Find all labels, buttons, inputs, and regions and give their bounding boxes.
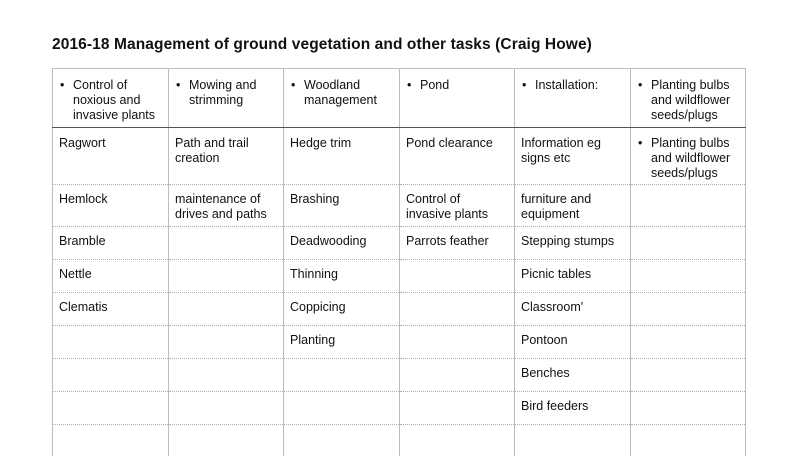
table-row [53,425,746,456]
table-row [53,326,746,359]
table-cell [169,260,284,293]
table-row [53,359,746,392]
table-cell: • Planting bulbs and wildflower seeds/plugs [631,128,746,185]
table-cell: Hedge trim [284,128,400,185]
table-cell [53,359,169,392]
table-row [53,260,746,293]
table-cell [631,326,746,359]
table-cell [53,392,169,425]
table-cell [631,425,746,456]
table-cell [631,185,746,227]
table-header-row [53,69,746,128]
page-title: 2016-18 Management of ground vegetation and other tasks (Craig Howe) [52,36,592,53]
table-cell: Parrots feather [400,227,515,260]
table-cell: Clematis [53,293,169,326]
column-header: • Installation: [515,69,631,128]
table-cell [284,392,400,425]
table-cell: maintenance of drives and paths [169,185,284,227]
table-cell [515,425,631,456]
table-cell: Classroom' [515,293,631,326]
column-header: • Woodland management [284,69,400,128]
table-cell: Pontoon [515,326,631,359]
table-cell: Nettle [53,260,169,293]
table-cell: Brashing [284,185,400,227]
table-cell [631,260,746,293]
table-row [53,185,746,227]
table-cell: Hemlock [53,185,169,227]
tasks-table [52,68,746,456]
column-header: • Control of noxious and invasive plants [53,69,169,128]
table-cell: Coppicing [284,293,400,326]
table-cell: Control of invasive plants [400,185,515,227]
table-cell [53,425,169,456]
table-cell [169,425,284,456]
table-cell [400,392,515,425]
table-cell: Bird feeders [515,392,631,425]
table-cell: furniture and equipment [515,185,631,227]
table-cell: Picnic tables [515,260,631,293]
table-cell [631,359,746,392]
table-cell [169,359,284,392]
table-row [53,293,746,326]
table-cell: Pond clearance [400,128,515,185]
table-cell [53,326,169,359]
table-cell: Information eg signs etc [515,128,631,185]
table-cell: Deadwooding [284,227,400,260]
table-cell [631,392,746,425]
table-cell [631,227,746,260]
column-header: • Pond [400,69,515,128]
table-cell [400,260,515,293]
table-cell: Planting [284,326,400,359]
table-cell [400,293,515,326]
table-row [53,128,746,185]
table-cell: Stepping stumps [515,227,631,260]
table-cell [400,425,515,456]
table-row [53,227,746,260]
table-cell [284,359,400,392]
table-cell: Thinning [284,260,400,293]
table-cell [169,326,284,359]
table-cell [169,392,284,425]
table-cell [631,293,746,326]
table-cell: Benches [515,359,631,392]
table-cell [169,227,284,260]
table-cell: Bramble [53,227,169,260]
table-cell [400,359,515,392]
table-cell [169,293,284,326]
column-header: • Planting bulbs and wildflower seeds/plugs [631,69,746,128]
table-cell: Path and trail creation [169,128,284,185]
table-cell [400,326,515,359]
table-cell: Ragwort [53,128,169,185]
column-header: • Mowing and strimming [169,69,284,128]
table-row [53,392,746,425]
table-cell [284,425,400,456]
